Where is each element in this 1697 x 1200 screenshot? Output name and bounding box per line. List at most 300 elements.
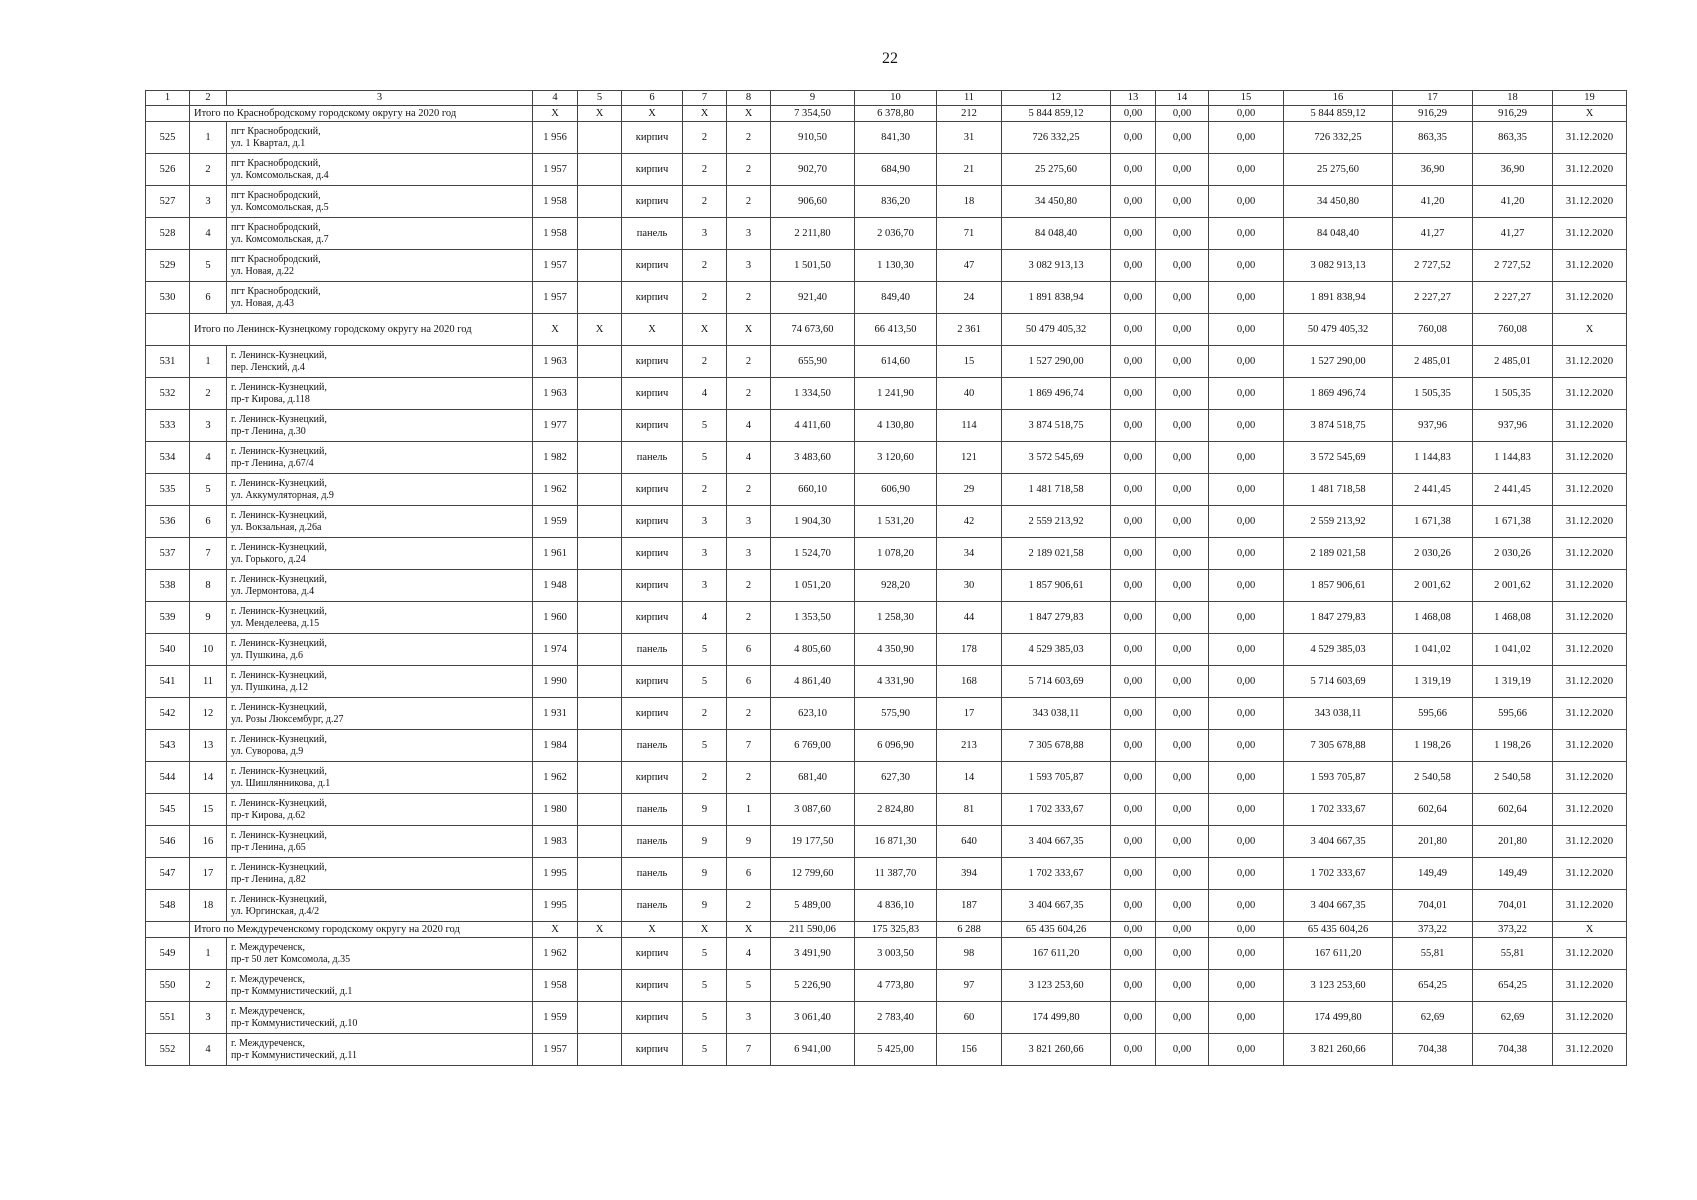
data-cell: 114 bbox=[937, 410, 1002, 442]
address-line: г. Ленинск-Кузнецкий, bbox=[231, 381, 327, 393]
data-cell: 4 331,90 bbox=[855, 666, 937, 698]
total-value-cell: X bbox=[578, 922, 622, 938]
data-cell: кирпич bbox=[622, 186, 683, 218]
row-number-cell: 550 bbox=[146, 970, 190, 1002]
data-cell: 31.12.2020 bbox=[1553, 794, 1627, 826]
data-cell: 1 527 290,00 bbox=[1002, 346, 1111, 378]
data-cell: 0,00 bbox=[1156, 634, 1209, 666]
total-spacer-cell bbox=[146, 314, 190, 346]
data-cell: 0,00 bbox=[1156, 762, 1209, 794]
data-cell: 3 821 260,66 bbox=[1002, 1034, 1111, 1066]
data-cell: 2 bbox=[727, 346, 771, 378]
address-line: ул. Комсомольская, д.7 bbox=[231, 233, 329, 245]
address-line: пр-т Ленина, д.65 bbox=[231, 841, 306, 853]
data-cell: 0,00 bbox=[1209, 938, 1284, 970]
total-value-cell: 65 435 604,26 bbox=[1284, 922, 1393, 938]
row-number-cell: 526 bbox=[146, 154, 190, 186]
column-number-cell: 3 bbox=[227, 91, 533, 106]
total-value-cell: X bbox=[1553, 106, 1627, 122]
total-value-cell: X bbox=[533, 922, 578, 938]
data-cell: 681,40 bbox=[771, 762, 855, 794]
data-cell: 2 441,45 bbox=[1473, 474, 1553, 506]
data-cell: 0,00 bbox=[1156, 346, 1209, 378]
data-cell: 1 241,90 bbox=[855, 378, 937, 410]
address-line: ул. Новая, д.22 bbox=[231, 265, 294, 277]
data-cell: 31 bbox=[937, 122, 1002, 154]
data-cell: 31.12.2020 bbox=[1553, 186, 1627, 218]
data-cell: 0,00 bbox=[1156, 730, 1209, 762]
row-index-cell: 11 bbox=[190, 666, 227, 698]
data-cell: кирпич bbox=[622, 538, 683, 570]
data-cell: 3 bbox=[683, 506, 727, 538]
data-cell: 1 671,38 bbox=[1473, 506, 1553, 538]
table-row bbox=[146, 474, 1627, 506]
data-cell: 2 bbox=[727, 602, 771, 634]
row-index-cell: 12 bbox=[190, 698, 227, 730]
data-cell: панель bbox=[622, 890, 683, 922]
data-cell: 0,00 bbox=[1156, 666, 1209, 698]
address-cell bbox=[227, 794, 533, 826]
data-cell: 0,00 bbox=[1209, 570, 1284, 602]
column-number-cell: 7 bbox=[683, 91, 727, 106]
data-cell: 31.12.2020 bbox=[1553, 634, 1627, 666]
data-cell: 1 962 bbox=[533, 474, 578, 506]
data-cell: 863,35 bbox=[1473, 122, 1553, 154]
data-cell: 1 959 bbox=[533, 506, 578, 538]
row-number-cell: 529 bbox=[146, 250, 190, 282]
data-cell: 0,00 bbox=[1156, 938, 1209, 970]
data-cell: 3 491,90 bbox=[771, 938, 855, 970]
housing-table bbox=[145, 90, 1627, 1066]
table-row bbox=[146, 250, 1627, 282]
data-cell: 3 821 260,66 bbox=[1284, 1034, 1393, 1066]
data-cell: 25 275,60 bbox=[1284, 154, 1393, 186]
data-cell: 0,00 bbox=[1156, 122, 1209, 154]
data-cell: 343 038,11 bbox=[1002, 698, 1111, 730]
data-cell: 3 082 913,13 bbox=[1284, 250, 1393, 282]
address-cell bbox=[227, 938, 533, 970]
data-cell: 0,00 bbox=[1111, 1034, 1156, 1066]
data-cell: 704,01 bbox=[1473, 890, 1553, 922]
data-cell: 1 593 705,87 bbox=[1284, 762, 1393, 794]
row-index-cell: 5 bbox=[190, 474, 227, 506]
row-number-cell: 527 bbox=[146, 186, 190, 218]
data-cell: 1 983 bbox=[533, 826, 578, 858]
data-cell: 1 bbox=[727, 794, 771, 826]
data-cell: 1 144,83 bbox=[1393, 442, 1473, 474]
address-cell bbox=[227, 1034, 533, 1066]
data-cell: 31.12.2020 bbox=[1553, 730, 1627, 762]
data-cell: 9 bbox=[727, 826, 771, 858]
data-cell: 2 727,52 bbox=[1393, 250, 1473, 282]
address-line: пер. Ленский, д.4 bbox=[231, 361, 305, 373]
data-cell: 1 847 279,83 bbox=[1002, 602, 1111, 634]
data-cell: 1 041,02 bbox=[1473, 634, 1553, 666]
address-cell bbox=[227, 346, 533, 378]
data-cell: 841,30 bbox=[855, 122, 937, 154]
data-cell: 2 030,26 bbox=[1393, 538, 1473, 570]
data-cell: панель bbox=[622, 218, 683, 250]
data-cell: 1 963 bbox=[533, 378, 578, 410]
data-cell: 3 572 545,69 bbox=[1002, 442, 1111, 474]
data-cell: 3 bbox=[683, 218, 727, 250]
address-cell bbox=[227, 698, 533, 730]
data-cell: 31.12.2020 bbox=[1553, 826, 1627, 858]
data-cell: 1 869 496,74 bbox=[1284, 378, 1393, 410]
address-cell bbox=[227, 826, 533, 858]
data-cell: 0,00 bbox=[1156, 378, 1209, 410]
total-value-cell: 0,00 bbox=[1111, 106, 1156, 122]
data-cell: 201,80 bbox=[1393, 826, 1473, 858]
data-cell: 704,01 bbox=[1393, 890, 1473, 922]
data-cell: панель bbox=[622, 858, 683, 890]
data-cell: 0,00 bbox=[1209, 698, 1284, 730]
data-cell: 2 bbox=[683, 250, 727, 282]
address-line: пр-т Кирова, д.118 bbox=[231, 393, 310, 405]
data-cell: 684,90 bbox=[855, 154, 937, 186]
column-number-cell: 17 bbox=[1393, 91, 1473, 106]
data-cell: 3 404 667,35 bbox=[1002, 890, 1111, 922]
data-cell: 0,00 bbox=[1111, 474, 1156, 506]
data-cell: 2 211,80 bbox=[771, 218, 855, 250]
data-cell: 2 bbox=[683, 186, 727, 218]
data-cell: 31.12.2020 bbox=[1553, 410, 1627, 442]
address-line: ул. 1 Квартал, д.1 bbox=[231, 137, 306, 149]
row-number-cell: 548 bbox=[146, 890, 190, 922]
data-cell: 0,00 bbox=[1111, 250, 1156, 282]
row-index-cell: 4 bbox=[190, 1034, 227, 1066]
data-cell: 2 bbox=[683, 698, 727, 730]
data-cell: 30 bbox=[937, 570, 1002, 602]
data-cell: 0,00 bbox=[1156, 538, 1209, 570]
data-cell: 1 984 bbox=[533, 730, 578, 762]
data-cell: 31.12.2020 bbox=[1553, 970, 1627, 1002]
data-cell: 1 957 bbox=[533, 282, 578, 314]
table-row bbox=[146, 442, 1627, 474]
row-index-cell: 7 bbox=[190, 538, 227, 570]
data-cell bbox=[578, 442, 622, 474]
data-cell: 1 869 496,74 bbox=[1002, 378, 1111, 410]
data-cell: 3 bbox=[727, 506, 771, 538]
data-cell: 1 995 bbox=[533, 858, 578, 890]
address-cell bbox=[227, 154, 533, 186]
data-cell bbox=[578, 538, 622, 570]
data-cell: 2 189 021,58 bbox=[1284, 538, 1393, 570]
address-line: пр-т 50 лет Комсомола, д.35 bbox=[231, 953, 351, 965]
table-row bbox=[146, 570, 1627, 602]
total-value-cell: X bbox=[683, 922, 727, 938]
data-cell: 1 524,70 bbox=[771, 538, 855, 570]
data-cell: 0,00 bbox=[1111, 794, 1156, 826]
total-value-cell: 7 354,50 bbox=[771, 106, 855, 122]
data-cell: 2 bbox=[683, 346, 727, 378]
data-cell: 0,00 bbox=[1111, 122, 1156, 154]
address-cell bbox=[227, 730, 533, 762]
data-cell: 937,96 bbox=[1393, 410, 1473, 442]
data-cell bbox=[578, 890, 622, 922]
total-value-cell: 50 479 405,32 bbox=[1002, 314, 1111, 346]
total-spacer-cell bbox=[146, 106, 190, 122]
data-cell: 0,00 bbox=[1209, 794, 1284, 826]
data-cell: 654,25 bbox=[1473, 970, 1553, 1002]
data-cell: 81 bbox=[937, 794, 1002, 826]
address-line: ул. Лермонтова, д.4 bbox=[231, 585, 315, 597]
data-cell: 5 714 603,69 bbox=[1284, 666, 1393, 698]
data-cell: 5 bbox=[683, 666, 727, 698]
address-cell bbox=[227, 538, 533, 570]
data-cell: 97 bbox=[937, 970, 1002, 1002]
data-cell: 174 499,80 bbox=[1002, 1002, 1111, 1034]
data-cell: 928,20 bbox=[855, 570, 937, 602]
address-cell bbox=[227, 570, 533, 602]
data-cell: 149,49 bbox=[1393, 858, 1473, 890]
table-row bbox=[146, 218, 1627, 250]
data-cell: 1 198,26 bbox=[1473, 730, 1553, 762]
data-cell: 0,00 bbox=[1111, 186, 1156, 218]
address-line: ул. Юргинская, д.4/2 bbox=[231, 905, 320, 917]
address-line: г. Междуреченск, bbox=[231, 941, 305, 953]
table-row bbox=[146, 698, 1627, 730]
address-line: пгт Краснобродский, bbox=[231, 125, 321, 137]
address-line: г. Ленинск-Кузнецкий, bbox=[231, 733, 327, 745]
total-value-cell: 916,29 bbox=[1393, 106, 1473, 122]
data-cell bbox=[578, 154, 622, 186]
data-cell: 0,00 bbox=[1111, 506, 1156, 538]
data-cell: 0,00 bbox=[1156, 890, 1209, 922]
data-cell: 902,70 bbox=[771, 154, 855, 186]
data-cell: 0,00 bbox=[1209, 218, 1284, 250]
row-number-cell: 531 bbox=[146, 346, 190, 378]
data-cell: 0,00 bbox=[1209, 186, 1284, 218]
data-cell: 31.12.2020 bbox=[1553, 506, 1627, 538]
data-cell: 41,20 bbox=[1473, 186, 1553, 218]
address-cell bbox=[227, 762, 533, 794]
column-number-cell: 18 bbox=[1473, 91, 1553, 106]
address-line: г. Ленинск-Кузнецкий, bbox=[231, 573, 327, 585]
data-cell bbox=[578, 826, 622, 858]
data-cell: кирпич bbox=[622, 378, 683, 410]
data-cell: 4 836,10 bbox=[855, 890, 937, 922]
data-cell: 31.12.2020 bbox=[1553, 122, 1627, 154]
column-number-cell: 10 bbox=[855, 91, 937, 106]
data-cell: 5 bbox=[727, 970, 771, 1002]
table-row bbox=[146, 762, 1627, 794]
data-cell: 31.12.2020 bbox=[1553, 762, 1627, 794]
data-cell: кирпич bbox=[622, 762, 683, 794]
address-cell bbox=[227, 634, 533, 666]
data-cell: 3 404 667,35 bbox=[1002, 826, 1111, 858]
address-line: пр-т Ленина, д.67/4 bbox=[231, 457, 314, 469]
data-cell: 1 078,20 bbox=[855, 538, 937, 570]
total-value-cell: 0,00 bbox=[1111, 922, 1156, 938]
total-value-cell: X bbox=[578, 106, 622, 122]
data-cell: 84 048,40 bbox=[1284, 218, 1393, 250]
data-cell: 178 bbox=[937, 634, 1002, 666]
data-cell: 1 702 333,67 bbox=[1284, 858, 1393, 890]
table-row bbox=[146, 346, 1627, 378]
data-cell: 863,35 bbox=[1393, 122, 1473, 154]
row-number-cell: 536 bbox=[146, 506, 190, 538]
data-cell: 0,00 bbox=[1111, 938, 1156, 970]
row-number-cell: 542 bbox=[146, 698, 190, 730]
data-cell: 2 559 213,92 bbox=[1002, 506, 1111, 538]
data-cell: 4 805,60 bbox=[771, 634, 855, 666]
data-cell: 31.12.2020 bbox=[1553, 154, 1627, 186]
data-cell: 1 531,20 bbox=[855, 506, 937, 538]
data-cell: 98 bbox=[937, 938, 1002, 970]
address-line: г. Ленинск-Кузнецкий, bbox=[231, 349, 327, 361]
table-row bbox=[146, 1002, 1627, 1034]
address-line: г. Ленинск-Кузнецкий, bbox=[231, 669, 327, 681]
data-cell: 0,00 bbox=[1111, 538, 1156, 570]
data-cell: 14 bbox=[937, 762, 1002, 794]
data-cell: 4 bbox=[727, 938, 771, 970]
address-line: г. Междуреченск, bbox=[231, 1005, 305, 1017]
row-index-cell: 18 bbox=[190, 890, 227, 922]
data-cell: 84 048,40 bbox=[1002, 218, 1111, 250]
data-cell: 0,00 bbox=[1209, 890, 1284, 922]
row-index-cell: 14 bbox=[190, 762, 227, 794]
column-number-cell: 13 bbox=[1111, 91, 1156, 106]
address-line: г. Ленинск-Кузнецкий, bbox=[231, 797, 327, 809]
data-cell: 201,80 bbox=[1473, 826, 1553, 858]
row-index-cell: 10 bbox=[190, 634, 227, 666]
data-cell: 2 bbox=[683, 154, 727, 186]
data-cell: 0,00 bbox=[1209, 346, 1284, 378]
data-cell: 3 123 253,60 bbox=[1002, 970, 1111, 1002]
data-cell bbox=[578, 378, 622, 410]
data-cell: 1 527 290,00 bbox=[1284, 346, 1393, 378]
data-cell: 1 505,35 bbox=[1393, 378, 1473, 410]
data-cell: кирпич bbox=[622, 474, 683, 506]
address-cell bbox=[227, 186, 533, 218]
data-cell: 42 bbox=[937, 506, 1002, 538]
total-value-cell: 0,00 bbox=[1156, 922, 1209, 938]
address-cell bbox=[227, 602, 533, 634]
address-line: г. Ленинск-Кузнецкий, bbox=[231, 893, 327, 905]
data-cell: 0,00 bbox=[1209, 970, 1284, 1002]
column-number-cell: 9 bbox=[771, 91, 855, 106]
data-cell: 1 319,19 bbox=[1393, 666, 1473, 698]
total-spacer-cell bbox=[146, 922, 190, 938]
row-number-cell: 544 bbox=[146, 762, 190, 794]
data-cell: 36,90 bbox=[1393, 154, 1473, 186]
data-cell bbox=[578, 506, 622, 538]
data-cell: 836,20 bbox=[855, 186, 937, 218]
district-total-row bbox=[146, 106, 1627, 122]
data-cell: 1 198,26 bbox=[1393, 730, 1473, 762]
data-cell: 0,00 bbox=[1209, 858, 1284, 890]
data-cell: 937,96 bbox=[1473, 410, 1553, 442]
data-cell: 31.12.2020 bbox=[1553, 1034, 1627, 1066]
data-cell: 0,00 bbox=[1111, 442, 1156, 474]
data-cell: 4 529 385,03 bbox=[1002, 634, 1111, 666]
data-cell: 0,00 bbox=[1209, 730, 1284, 762]
total-value-cell: 6 378,80 bbox=[855, 106, 937, 122]
data-cell: 2 bbox=[727, 378, 771, 410]
data-cell: 1 948 bbox=[533, 570, 578, 602]
address-line: г. Ленинск-Кузнецкий, bbox=[231, 637, 327, 649]
data-cell: кирпич bbox=[622, 970, 683, 1002]
data-cell: 1 891 838,94 bbox=[1284, 282, 1393, 314]
address-line: пгт Краснобродский, bbox=[231, 157, 321, 169]
table-row bbox=[146, 186, 1627, 218]
data-cell: 0,00 bbox=[1209, 666, 1284, 698]
data-cell: панель bbox=[622, 634, 683, 666]
data-cell: 1 593 705,87 bbox=[1002, 762, 1111, 794]
data-cell: 5 bbox=[683, 938, 727, 970]
data-cell: 4 bbox=[683, 602, 727, 634]
address-cell bbox=[227, 858, 533, 890]
data-cell: 5 425,00 bbox=[855, 1034, 937, 1066]
data-cell bbox=[578, 762, 622, 794]
data-cell: 1 857 906,61 bbox=[1284, 570, 1393, 602]
data-cell: 17 bbox=[937, 698, 1002, 730]
data-cell: 0,00 bbox=[1156, 698, 1209, 730]
data-cell: 31.12.2020 bbox=[1553, 378, 1627, 410]
table-row bbox=[146, 538, 1627, 570]
data-cell: 0,00 bbox=[1111, 826, 1156, 858]
total-value-cell: 760,08 bbox=[1473, 314, 1553, 346]
total-label-cell: Итого по Ленинск-Кузнецкому городскому округу на 2020 год bbox=[190, 314, 533, 346]
data-cell: 3 874 518,75 bbox=[1002, 410, 1111, 442]
row-number-cell: 534 bbox=[146, 442, 190, 474]
data-cell: 0,00 bbox=[1156, 794, 1209, 826]
data-cell bbox=[578, 858, 622, 890]
total-value-cell: 373,22 bbox=[1473, 922, 1553, 938]
row-index-cell: 2 bbox=[190, 154, 227, 186]
data-cell: кирпич bbox=[622, 282, 683, 314]
data-cell: 0,00 bbox=[1156, 506, 1209, 538]
address-line: г. Ленинск-Кузнецкий, bbox=[231, 509, 327, 521]
data-cell: 0,00 bbox=[1156, 218, 1209, 250]
data-cell: 5 bbox=[683, 1034, 727, 1066]
data-cell: 156 bbox=[937, 1034, 1002, 1066]
data-cell: 0,00 bbox=[1209, 250, 1284, 282]
data-cell: 1 702 333,67 bbox=[1002, 794, 1111, 826]
data-cell: кирпич bbox=[622, 570, 683, 602]
data-cell: 1 847 279,83 bbox=[1284, 602, 1393, 634]
data-cell: 0,00 bbox=[1111, 602, 1156, 634]
data-cell: 4 bbox=[683, 378, 727, 410]
data-cell: 41,20 bbox=[1393, 186, 1473, 218]
row-number-cell: 537 bbox=[146, 538, 190, 570]
address-line: ул. Менделеева, д.15 bbox=[231, 617, 320, 629]
data-cell: 0,00 bbox=[1111, 698, 1156, 730]
data-cell: 0,00 bbox=[1209, 410, 1284, 442]
data-cell: 0,00 bbox=[1111, 858, 1156, 890]
total-value-cell: X bbox=[683, 106, 727, 122]
column-number-cell: 12 bbox=[1002, 91, 1111, 106]
data-cell: 1 960 bbox=[533, 602, 578, 634]
table-row bbox=[146, 826, 1627, 858]
data-cell: 0,00 bbox=[1209, 122, 1284, 154]
data-cell: 0,00 bbox=[1156, 250, 1209, 282]
data-cell: 6 bbox=[727, 858, 771, 890]
total-value-cell: X bbox=[683, 314, 727, 346]
data-cell: 2 bbox=[727, 890, 771, 922]
data-cell: 0,00 bbox=[1156, 570, 1209, 602]
data-cell: 2 bbox=[727, 186, 771, 218]
data-cell: 0,00 bbox=[1111, 666, 1156, 698]
total-value-cell: 175 325,83 bbox=[855, 922, 937, 938]
total-value-cell: X bbox=[1553, 314, 1627, 346]
total-value-cell: 5 844 859,12 bbox=[1002, 106, 1111, 122]
data-cell: 3 572 545,69 bbox=[1284, 442, 1393, 474]
data-cell: 6 769,00 bbox=[771, 730, 855, 762]
data-cell: 1 957 bbox=[533, 1034, 578, 1066]
data-cell: 343 038,11 bbox=[1284, 698, 1393, 730]
